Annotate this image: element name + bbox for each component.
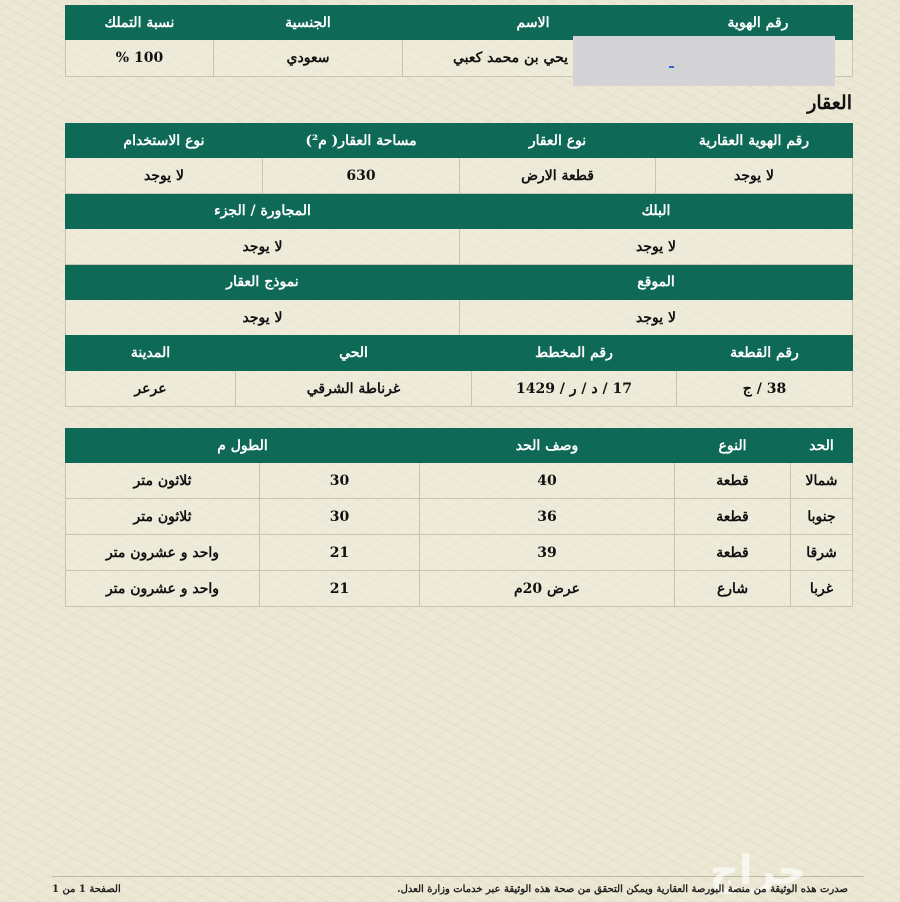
neighbor-part-value: لا يوجد	[66, 229, 460, 265]
property-area-value: 630	[263, 158, 460, 194]
owner-ownership-header: نسبة التملك	[66, 6, 214, 40]
boundary-length: 21	[260, 535, 420, 571]
boundary-side: غربا	[791, 571, 853, 607]
boundary-type: قطعة	[675, 499, 791, 535]
property-model-header: نموذج العقار	[66, 265, 460, 300]
table-row	[66, 535, 853, 571]
block-value: لا يوجد	[460, 229, 853, 265]
boundary-length-header: الطول م	[66, 429, 420, 463]
plan-number-value: 17 / د / ر / 1429	[472, 371, 677, 407]
boundary-type: شارع	[675, 571, 791, 607]
plot-number-header: رقم القطعة	[677, 336, 853, 371]
boundary-length: 30	[260, 499, 420, 535]
watermark-logo: حراج	[710, 848, 807, 894]
owner-nationality-header: الجنسية	[214, 6, 403, 40]
boundary-side-header: الحد	[791, 429, 853, 463]
boundary-length-text: ثلاثون متر	[66, 499, 260, 535]
table-row	[66, 571, 853, 607]
property-model-value: لا يوجد	[66, 300, 460, 336]
owner-id-header: رقم الهوية	[664, 6, 853, 40]
neighbor-part-header: المجاورة / الجزء	[66, 194, 460, 229]
boundary-length-text: واحد و عشرون متر	[66, 535, 260, 571]
plot-number-value: 38 / ج	[677, 371, 853, 407]
property-type-header: نوع العقار	[460, 124, 656, 158]
property-type-value: قطعة الارض	[460, 158, 656, 194]
property-id-value: لا يوجد	[656, 158, 853, 194]
boundary-side: جنوبا	[791, 499, 853, 535]
owner-name-value: يحي بن محمد كعبي	[403, 40, 664, 77]
property-table	[65, 123, 853, 336]
location-value: لا يوجد	[460, 300, 853, 336]
boundary-desc: 39	[420, 535, 675, 571]
city-value: عرعر	[66, 371, 236, 407]
table-row	[66, 463, 853, 499]
boundary-type: قطعة	[675, 535, 791, 571]
table-row	[66, 499, 853, 535]
boundary-length-text: واحد و عشرون متر	[66, 571, 260, 607]
district-header: الحي	[236, 336, 472, 371]
property-usage-value: لا يوجد	[66, 158, 263, 194]
block-header: البلك	[460, 194, 853, 229]
property-id-header: رقم الهوية العقارية	[656, 124, 853, 158]
boundary-length: 30	[260, 463, 420, 499]
property-section-title: العقار	[807, 92, 852, 114]
boundary-side: شرقا	[791, 535, 853, 571]
boundary-desc: 40	[420, 463, 675, 499]
boundary-type: قطعة	[675, 463, 791, 499]
city-header: المدينة	[66, 336, 236, 371]
redaction-block	[573, 36, 835, 86]
owner-ownership-value: 100 %	[66, 40, 214, 77]
district-value: غرناطة الشرقي	[236, 371, 472, 407]
property-area-header: مساحة العقار( م²)	[263, 124, 460, 158]
owner-nationality-value: سعودي	[214, 40, 403, 77]
plot-table	[65, 335, 853, 407]
location-header: الموقع	[460, 265, 853, 300]
property-usage-header: نوع الاستخدام	[66, 124, 263, 158]
boundary-type-header: النوع	[675, 429, 791, 463]
boundary-desc-header: وصف الحد	[420, 429, 675, 463]
boundary-desc: عرض 20م	[420, 571, 675, 607]
boundary-length: 21	[260, 571, 420, 607]
boundary-side: شمالا	[791, 463, 853, 499]
owner-name-header: الاسم	[403, 6, 664, 40]
boundary-length-text: ثلاثون متر	[66, 463, 260, 499]
plan-number-header: رقم المخطط	[472, 336, 677, 371]
footer-note: صدرت هذه الوثيقة من منصة البورصة العقارية ويمكن التحقق من صحة هذه الوثيقة عبر خدمات وزارة العدل.	[397, 884, 848, 895]
page-number: الصفحة 1 من 1	[52, 884, 121, 895]
boundaries-table	[65, 428, 853, 607]
boundary-desc: 36	[420, 499, 675, 535]
